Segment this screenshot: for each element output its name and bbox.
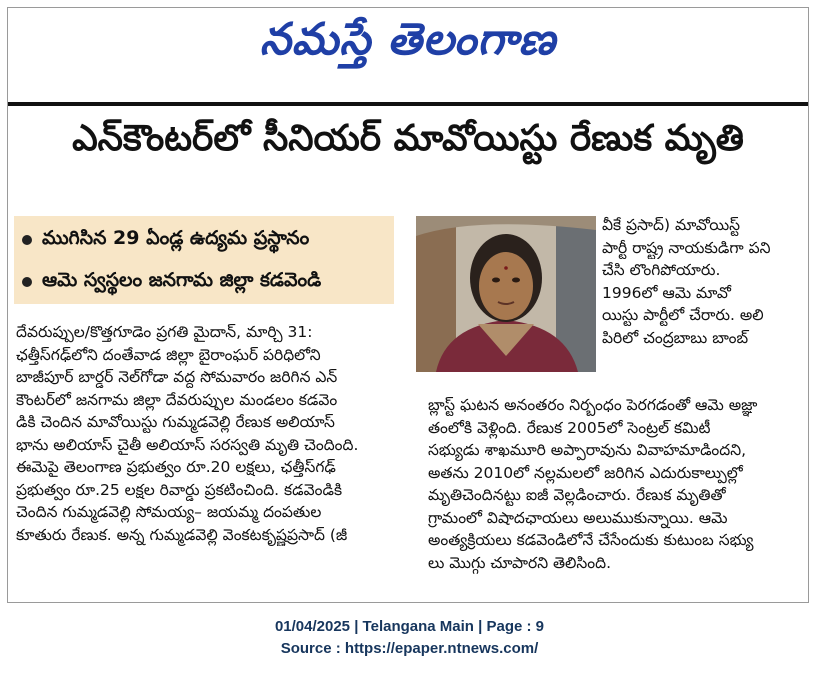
bullet-icon	[22, 277, 32, 287]
newspaper-clipping	[7, 7, 809, 603]
highlight-item	[22, 264, 394, 300]
masthead-divider	[8, 102, 808, 106]
article-line: కూతురు రేణుక. అన్న గుమ్మడవెల్లి వెంకటకృష్ణప్రసాద్ (జీ	[16, 525, 348, 544]
masthead-logo: నమస్తే తెలంగాణ	[259, 14, 557, 65]
article-line: 1996లో ఆమె మావో	[602, 283, 731, 302]
article-right-bottom	[428, 394, 810, 574]
article-line: బ్లాస్ట్ ఘటన అనంతరం నిర్బంధం పెరగడంతో ఆమె అజ్ఞా	[428, 396, 758, 414]
article-line: చేసి లొంగిపోయారు.	[602, 261, 721, 279]
portrait-image	[416, 216, 596, 372]
article-line: ఛత్తీస్‌గఢ్‌లోని దంతేవాడ జిల్లా బైరాంఘర్ పరిధిలోని	[16, 345, 321, 364]
bullet-icon	[22, 235, 32, 245]
footer-source: Source : https://epaper.ntnews.com/	[280, 640, 539, 657]
article-line: దేవరుప్పుల/కొత్తగూడెం ప్రగతి మైదాన్, మార్చి 31:	[16, 323, 313, 341]
article-line: ఈమెపై తెలంగాణ ప్రభుత్వం రూ.20 లక్షలు, ఛత్తీస్‌గఢ్	[16, 458, 336, 476]
article-line: డికి చెందిన మావోయిస్టు గుమ్మడవెల్లి రేణుక అలియాస్	[16, 413, 335, 431]
headline: ఎన్‌కౌంటర్‌లో సీనియర్ మావోయిస్టు రేణుక మృతి	[72, 118, 744, 159]
article-line: కౌంటర్‌లో జనగామ జిల్లా దేవరుప్పుల మండలం కడవెం	[16, 390, 338, 409]
article-line: యిస్టు పార్టీలో చేరారు. అలి	[602, 306, 764, 324]
highlight-text: ముగిసిన 29 ఏండ్ల ఉద్యమ ప్రస్థానం	[42, 226, 310, 249]
article-line: అతను 2010లో నల్లమలలో జరిగిన ఎదురుకాల్పుల్లో	[428, 463, 743, 482]
article-line: సభ్యుడు శాఖమూరి అప్పారావును వివాహమాడిందని,	[428, 441, 747, 459]
highlight-item	[22, 222, 394, 258]
article-right-top	[602, 214, 808, 349]
article-line: బాజీపూర్ బార్డర్ నెల్‌గోడా వద్ద సోమవారం జరిగిన ఎన్	[16, 368, 338, 386]
article-line: మృతిచెందినట్టు ఐజీ వెల్లడించారు. రేణుక మృతితో	[428, 486, 726, 504]
article-line: గ్రామంలో విషాదఛాయలు అలుముకున్నాయి. ఆమె	[428, 508, 728, 527]
article-line: భాను అలియాస్ చైతీ అలియాస్ సరస్వతి మృతి చెందింది.	[16, 435, 359, 454]
article-line: పిరిలో చంద్రబాబు బాంబ్	[602, 328, 749, 347]
article-line: వీకే ప్రసాద్) మావోయిస్ట్	[602, 216, 741, 234]
article-left-column	[16, 321, 408, 546]
article-line: చెందిన గుమ్మడవెల్లి సోమయ్య– జయమ్మ దంపతుల	[16, 503, 322, 521]
masthead	[8, 8, 808, 88]
highlight-text: ఆమె స్వస్థలం జనగామ జిల్లా కడవెండి	[42, 268, 322, 291]
portrait-photo	[416, 216, 596, 372]
article-line: అంత్యక్రియలు కడవెండిలోనే చేసేందుకు కుటుంబ సభ్యు	[428, 531, 754, 549]
article-line: తంలోకి వెళ్లింది. రేణుక 2005లో సెంట్రల్ కమిటీ	[428, 418, 711, 437]
article-line: లు మొగ్గు చూపారని తెలిసింది.	[428, 553, 612, 572]
highlights-box	[14, 216, 394, 304]
footer-date-page: 01/04/2025 | Telangana Main | Page : 9	[274, 618, 545, 635]
article-line: పార్టీ రాష్ట్ర నాయకుడిగా పని	[602, 238, 771, 257]
article-line: ప్రభుత్వం రూ.25 లక్షల రివార్డు ప్రకటించింది. కడవెండికి	[16, 480, 343, 499]
